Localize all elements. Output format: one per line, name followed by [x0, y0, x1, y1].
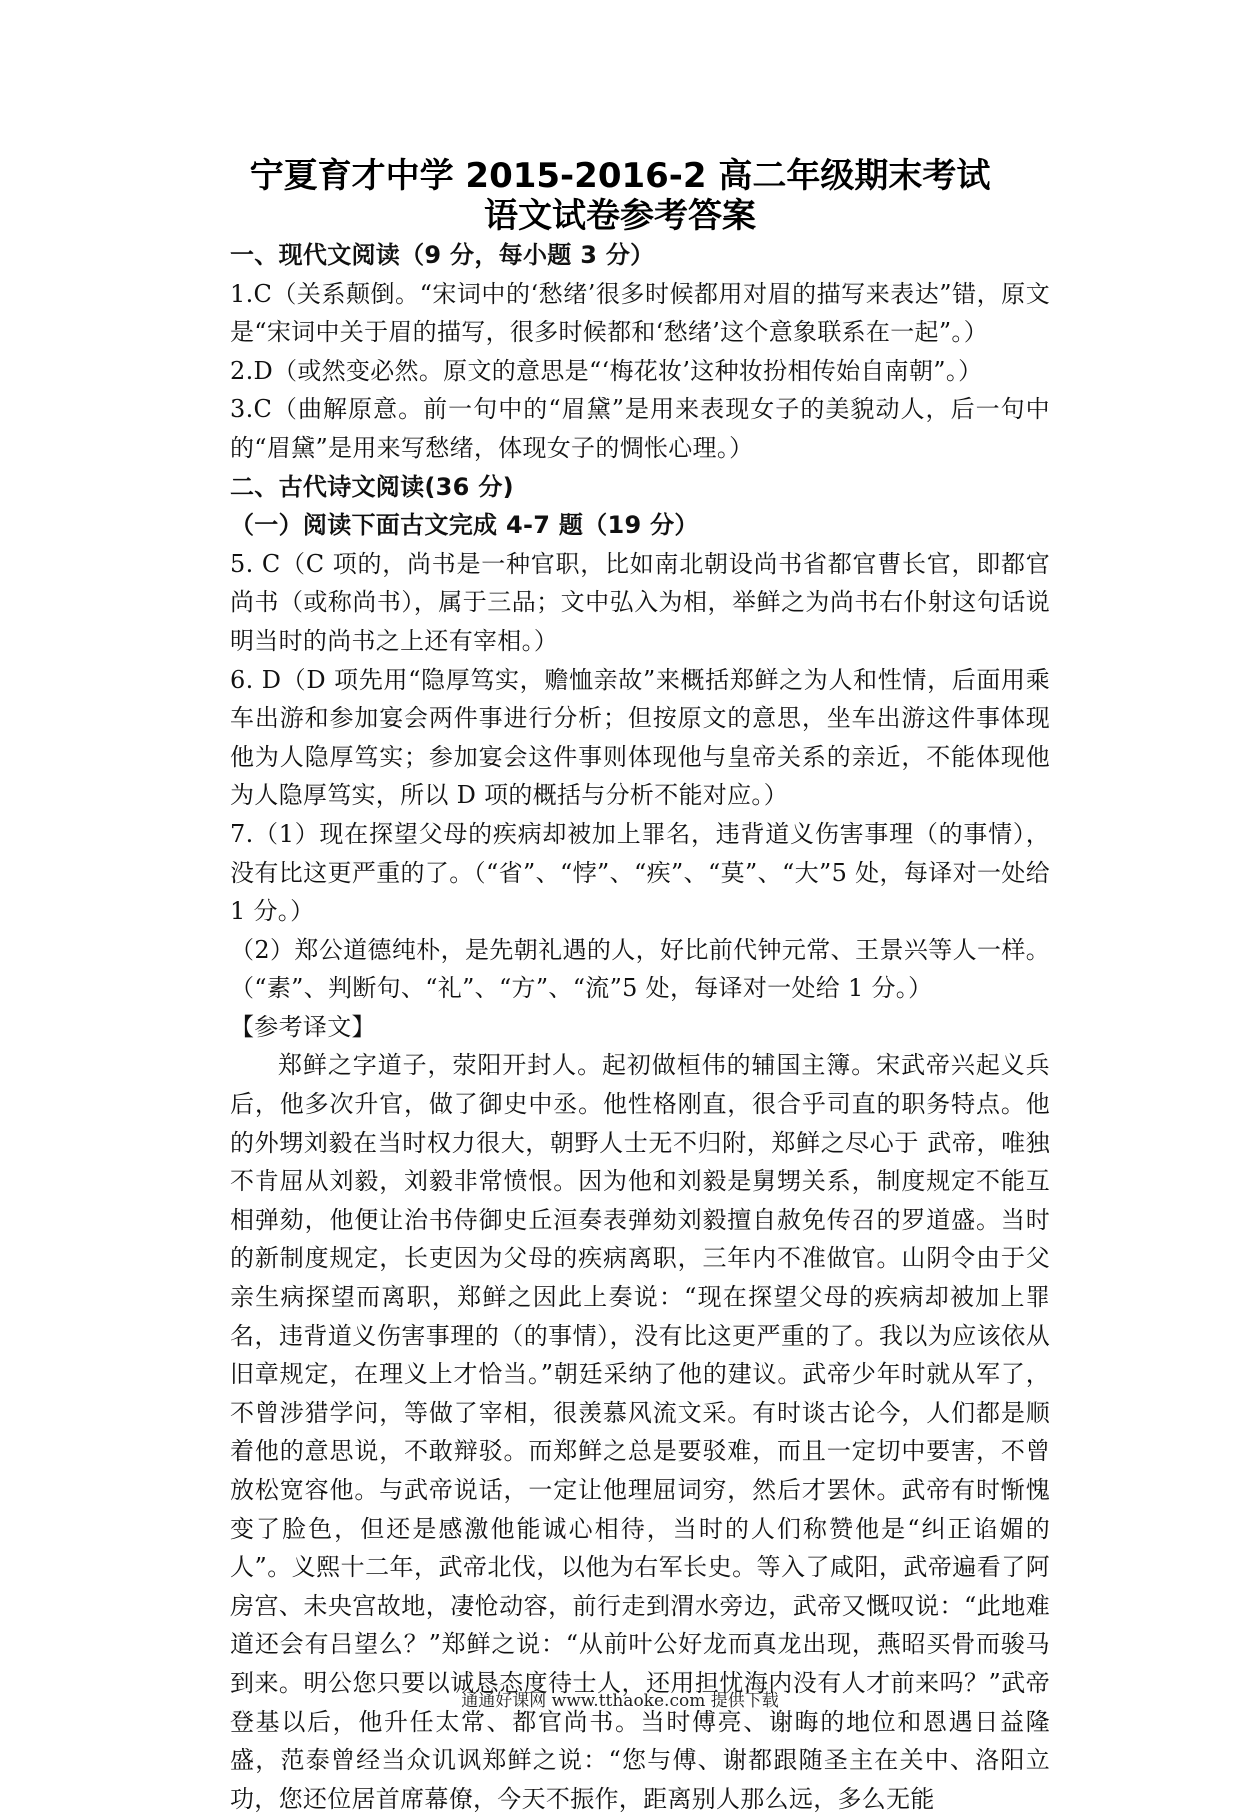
- answer-q7-part1: 7.（1）现在探望父母的疾病却被加上罪名，违背道义伤害事理（的事情），没有比这更严重的了。（“省”、“悖”、“疾”、“莫”、“大”5 处，每译对一处给 1 分。）: [230, 819, 1050, 926]
- subsection-heading-classical-text: （一）阅读下面古文完成 4-7 题（19 分）: [230, 511, 699, 540]
- answer-q2: 2.D（或然变必然。原文的意思是“‘梅花妆’这种妆扮相传始自南朝”。）: [230, 356, 983, 385]
- answer-q6: 6. D（D 项先用“隐厚笃实，赡恤亲故”来概括郑鲜之为人和性情，后面用乘车出游和参加宴会两件事进行分析；但按原文的意思，坐车出游这件事体现他为人隐厚笃实；参加宴会这件事则体现他与皇帝关系的亲近，不能体现他为人隐厚笃实，所以 D 项的概括与分析不能对应。）: [230, 665, 1050, 810]
- page-footer: 通通好课网 www.tthaoke.com 提供下载: [461, 1691, 779, 1711]
- section-heading-classical-reading: 二、古代诗文阅读(36 分): [230, 472, 514, 501]
- answer-q3: 3.C（曲解原意。前一句中的“眉黛”是用来表现女子的美貌动人，后一句中的“眉黛”是用来写愁绪，体现女子的惆怅心理。）: [230, 395, 1050, 462]
- section-heading-modern-reading: 一、现代文阅读（9 分，每小题 3 分）: [230, 241, 655, 269]
- reference-translation-heading: 【参考译文】: [230, 1012, 376, 1041]
- document-title: 宁夏育才中学 2015-2016-2 高二年级期末考试: [249, 156, 991, 196]
- answer-q1: 1.C（关系颠倒。“宋词中的‘愁绪’很多时候都用对眉的描写来表达”错，原文是“宋词中关于眉的描写，很多时候都和‘愁绪’这个意象联系在一起”。）: [230, 279, 1050, 347]
- answer-q5: 5. C（C 项的，尚书是一种官职，比如南北朝设尚书省都官曹长官，即都官尚书（或称尚书），属于三品；文中弘入为相，举鲜之为尚书右仆射这句话说明当时的尚书之上还有宰相。）: [230, 549, 1050, 655]
- document-subtitle: 语文试卷参考答案: [484, 196, 756, 236]
- answer-q7-part2: （2）郑公道德纯朴，是先朝礼遇的人，好比前代钟元常、王景兴等人一样。（“素”、判断句、“礼”、“方”、“流”5 处，每译对一处给 1 分。）: [230, 935, 1050, 1003]
- reference-translation: 郑鲜之字道子，荥阳开封人。起初做桓伟的辅国主簿。宋武帝兴起义兵后，他多次升官，做了御史中丞。他性格刚直，很合乎司直的职务特点。他的外甥刘毅在当时权力很大，朝野人士无不归附，郑鲜之尽心于 武帝，唯独不肯屈从刘毅，刘毅非常愤恨。因为他和刘毅是舅甥关系，制度规定不能互相弹劾，他便让治书侍御史丘洹奏表弹劾刘毅擅自赦免传召的罗道盛。当时的新制度规定，长吏因为父母的疾病离职，三年内不准做官。山阴令由于父亲生病探望而离职，郑鲜之因此上奏说：“现在探望父母的疾病却被加上罪名，违背道义伤害事理的（的事情），没有比这更严重的了。我以为应该依从旧章规定，在理义上才恰当。”朝廷采纳了他的建议。武帝少年时就从军了，不曾涉猎学问，等做了宰相，很羡慕风流文采。有时谈古论今，人们都是顺着他的意思说，不敢辩驳。而郑鲜之总是要驳难，而且一定切中要害，不曾放松宽容他。与武帝说话，一定让他理屈词穷，然后才罢休。武帝有时惭愧变了脸色，但还是感激他能诚心相待，当时的人们称赞他是“纠正谄媚的人”。义熙十二年，武帝北伐，以他为右军长史。等入了咸阳，武帝遍看了阿房宫、未央宫故地，凄怆动容，前行走到渭水旁边，武帝又慨叹说：“此地难道还会有吕望么？”郑鲜之说：“从前叶公好龙而真龙出现，燕昭买骨而骏马到来。明公您只要以诚恳态度待士人，还用担忧海内没有人才前来吗？”武帝登基以后，他升任太常、都官尚书。当时傅亮、谢晦的地位和恩遇日益隆盛，范泰曾经当众讥讽郑鲜之说：“您与傅、谢都跟随圣主在关中、洛阳立功，您还位居首席幕僚，今天不振作，距离别人那么远，多么无能: [230, 1051, 1050, 1813]
- answer-content: [230, 236, 1050, 1818]
